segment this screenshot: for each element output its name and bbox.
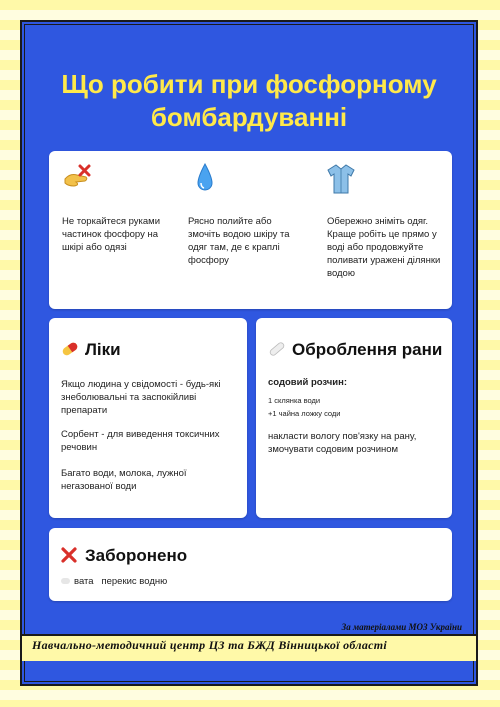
wound-instruction: накласти вологу пов'язку на рану, змочувати содовим розчином: [268, 431, 417, 455]
step-2-text: Рясно полийте або змочіть водою шкіру та одяг там, де є краплі фосфору: [188, 216, 290, 266]
title-line-1: Що робити при фосфорному: [61, 69, 437, 99]
medicine-card: [49, 318, 247, 518]
step-3: [327, 215, 445, 280]
shirt-icon: [327, 163, 355, 199]
step-1: [62, 215, 177, 254]
cross-icon: [61, 547, 79, 568]
source-note: За матеріалами МОЗ України: [341, 622, 462, 632]
forbidden-heading: [61, 546, 187, 568]
medicine-heading: [61, 340, 121, 362]
wound-heading: [268, 340, 442, 362]
title-line-2: бомбардуванні: [150, 102, 348, 132]
medicine-heading-text: Ліки: [85, 340, 121, 359]
pill-icon: [61, 341, 79, 362]
hand-cross-icon: [62, 163, 94, 195]
cotton-icon: [61, 578, 70, 584]
water-drop-icon: [196, 163, 214, 197]
forbidden-card: [49, 528, 452, 601]
step-2: [188, 215, 303, 267]
step-3-text: Обережно зніміть одяг. Краще робіть це прямо у воді або продовжуйте поливати уражені ділянки водою: [327, 216, 441, 279]
wound-ingredient-2: +1 чайна ложку соди: [268, 409, 341, 418]
medicine-item-2: Сорбент - для виведення токсичних речовин: [61, 429, 220, 453]
bandage-icon: [268, 341, 286, 362]
steps-card: [49, 151, 452, 309]
poster-frame: [20, 20, 478, 686]
forbidden-heading-text: Заборонено: [85, 546, 188, 565]
forbidden-items-text: вата перекис водню: [74, 576, 168, 587]
medicine-item-1: Якщо людина у свідомості - будь-які знеболювальні та заспокійливі препарати: [61, 379, 221, 416]
wound-heading-text: Оброблення рани: [292, 340, 443, 359]
organization-name: Навчально-методичний центр ЦЗ та БЖД Вінницької області: [32, 638, 388, 652]
step-1-text: Не торкайтеся руками частинок фосфору на шкірі або одязі: [62, 216, 161, 253]
wound-solution-label: содовий розчин:: [268, 377, 348, 388]
wound-ingredient-1: 1 склянка води: [268, 396, 321, 405]
medicine-item-3: Багато води, молока, лужної негазованої води: [61, 468, 187, 492]
page-title: [22, 68, 476, 134]
forbidden-items: [61, 575, 361, 588]
wound-card: [256, 318, 452, 518]
